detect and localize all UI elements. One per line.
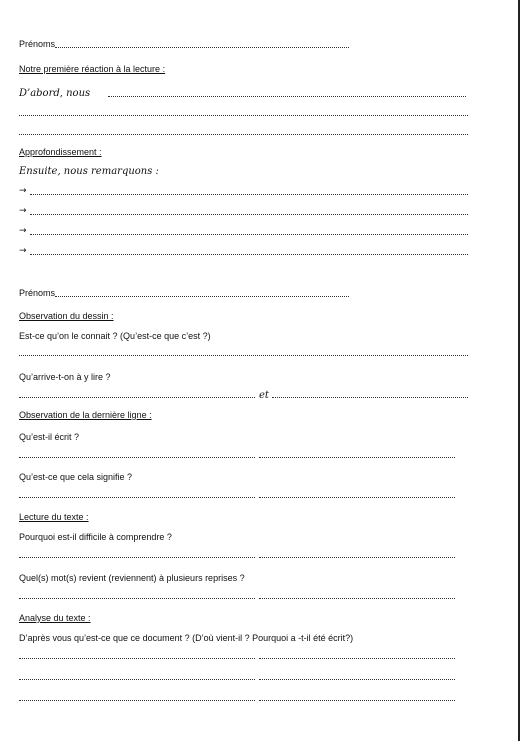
remarque-line-4[interactable] bbox=[30, 254, 468, 255]
remarque-line-1[interactable] bbox=[30, 194, 468, 195]
abord-answer-line-3[interactable] bbox=[19, 134, 468, 135]
question-connait: Est-ce qu’on le connait ? (Qu’est-ce que c’est ?) bbox=[19, 331, 211, 341]
approfondissement-heading: Approfondissement : bbox=[19, 147, 102, 157]
answer-document-3-right[interactable] bbox=[259, 700, 455, 701]
answer-document-1-left[interactable] bbox=[19, 658, 255, 659]
answer-difficile-right[interactable] bbox=[259, 557, 455, 558]
answer-document-2-right[interactable] bbox=[259, 679, 455, 680]
remarque-line-3[interactable] bbox=[30, 234, 468, 235]
abord-answer-line-1[interactable] bbox=[108, 96, 466, 97]
question-document: D’après vous qu’est-ce que ce document ? (D’où vient-il ? Pourquoi a -t-il été écrit?) bbox=[19, 633, 354, 643]
answer-signifie-left[interactable] bbox=[19, 497, 255, 498]
answer-ecrit-right[interactable] bbox=[259, 457, 455, 458]
question-difficile: Pourquoi est-il difficile à comprendre ? bbox=[19, 532, 172, 542]
scan-edge-divider bbox=[518, 0, 520, 741]
answer-document-1-right[interactable] bbox=[259, 658, 455, 659]
ensuite-label: Ensuite, nous remarquons : bbox=[19, 166, 159, 177]
answer-mots-right[interactable] bbox=[259, 598, 455, 599]
question-mots: Quel(s) mot(s) revient (reviennent) à plusieurs reprises ? bbox=[19, 573, 245, 583]
arrow-bullet-icon: → bbox=[19, 246, 27, 256]
abord-label: D’abord, nous bbox=[19, 88, 91, 99]
answer-ecrit-left[interactable] bbox=[19, 457, 255, 458]
arrow-bullet-icon: → bbox=[19, 206, 27, 216]
answer-signifie-right[interactable] bbox=[259, 497, 455, 498]
lecture-heading: Lecture du texte : bbox=[19, 512, 89, 522]
reaction-heading: Notre première réaction à la lecture : bbox=[19, 64, 166, 74]
question-signifie: Qu’est-ce que cela signifie ? bbox=[19, 472, 133, 482]
analyse-heading: Analyse du texte : bbox=[19, 613, 91, 623]
answer-document-3-left[interactable] bbox=[19, 700, 255, 701]
abord-answer-line-2[interactable] bbox=[19, 115, 468, 116]
answer-difficile-left[interactable] bbox=[19, 557, 255, 558]
et-label: et bbox=[259, 390, 269, 401]
arrow-bullet-icon: → bbox=[19, 226, 27, 236]
observation-dessin-heading: Observation du dessin : bbox=[19, 311, 114, 321]
answer-document-2-left[interactable] bbox=[19, 679, 255, 680]
prenoms-field-2[interactable] bbox=[55, 296, 349, 297]
observation-ligne-heading: Observation de la dernière ligne : bbox=[19, 410, 152, 420]
prenoms-label-1: Prénoms bbox=[19, 39, 56, 49]
answer-arrive-right[interactable] bbox=[272, 397, 468, 398]
prenoms-label-2: Prénoms bbox=[19, 288, 56, 298]
answer-mots-left[interactable] bbox=[19, 598, 255, 599]
arrow-bullet-icon: → bbox=[19, 186, 27, 196]
question-ecrit: Qu’est-il écrit ? bbox=[19, 432, 80, 442]
question-arrive: Qu’arrive-t-on à y lire ? bbox=[19, 372, 111, 382]
answer-connait[interactable] bbox=[19, 355, 468, 356]
remarque-line-2[interactable] bbox=[30, 214, 468, 215]
prenoms-field-1[interactable] bbox=[55, 47, 349, 48]
answer-arrive-left[interactable] bbox=[19, 397, 255, 398]
